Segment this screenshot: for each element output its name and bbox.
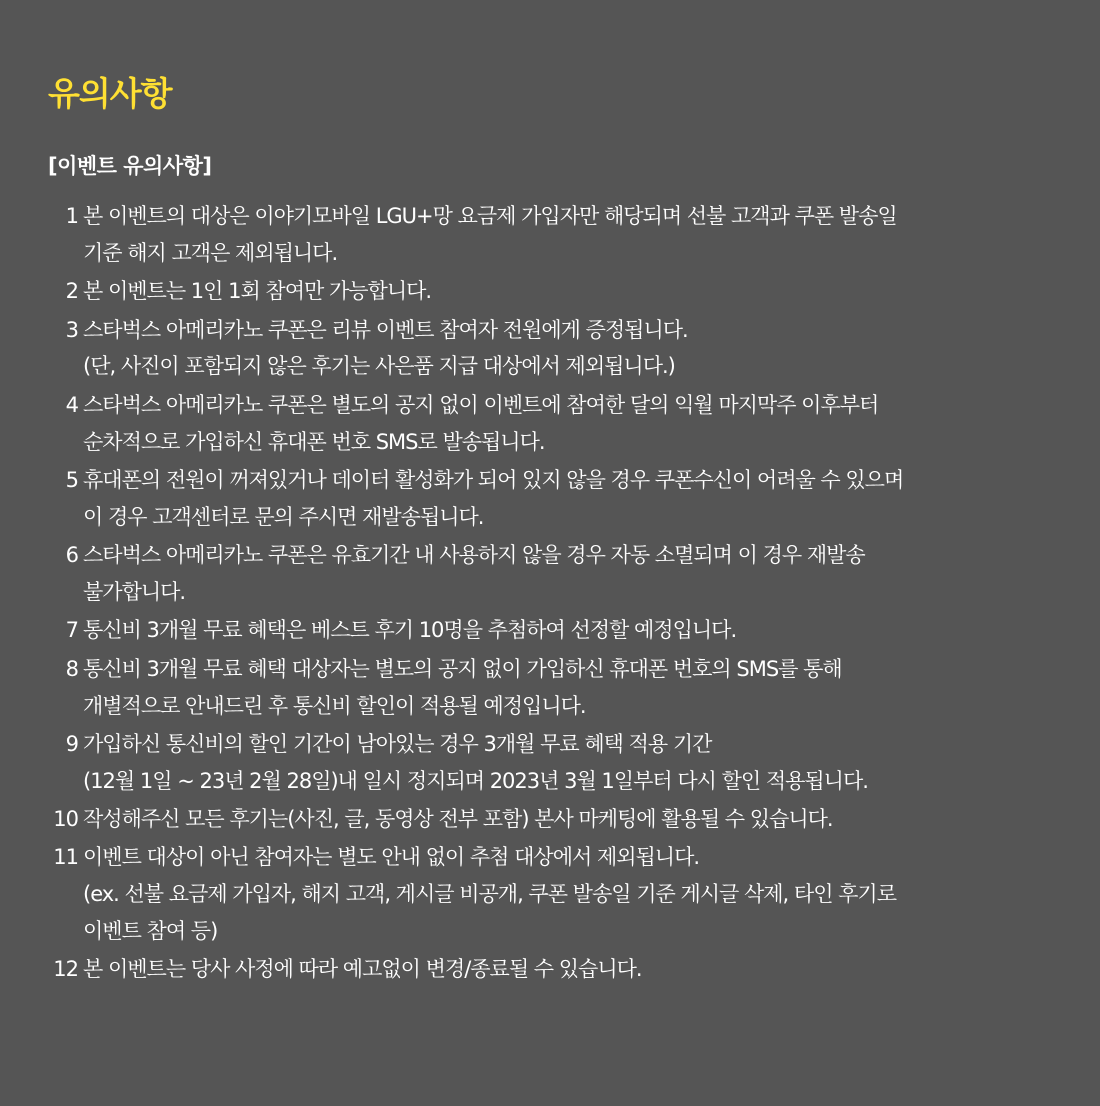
item-text: 이벤트 대상이 아닌 참여자는 별도 안내 없이 추첨 대상에서 제외됩니다. (ex. 선불 요금제 가입자, 해지 고객, 게시글 비공개, 쿠폰 발송일 기준 게시글 삭제, 타인 후기로 이벤트 참여 등) xyxy=(83,845,897,944)
list-item xyxy=(48,801,1060,838)
item-text: 스타벅스 아메리카노 쿠폰은 리뷰 이벤트 참여자 전원에게 증정됩니다. (단, 사진이 포함되지 않은 후기는 사은품 지급 대상에서 제외됩니다.) xyxy=(83,317,688,379)
list-item xyxy=(48,537,1060,611)
list-item xyxy=(48,312,1060,386)
item-text: 스타벅스 아메리카노 쿠폰은 별도의 공지 없이 이벤트에 참여한 달의 익월 마지막주 이후부터 순차적으로 가입하신 휴대폰 번호 SMS로 발송됩니다. xyxy=(83,392,879,454)
item-number: 1 xyxy=(65,204,78,228)
item-text: 통신비 3개월 무료 혜택은 베스트 후기 10명을 추첨하여 선정할 예정입니다. xyxy=(83,618,737,643)
item-text: 가입하신 통신비의 할인 기간이 남아있는 경우 3개월 무료 혜택 적용 기간 (12월 1일 ~ 23년 2월 28일)내 일시 정지되며 2023년 3월 1일부터 다시 할인 적용됩니다. xyxy=(83,731,868,793)
item-text: 본 이벤트는 1인 1회 참여만 가능합니다. xyxy=(83,279,432,304)
item-number: 5 xyxy=(65,467,78,492)
list-item xyxy=(48,951,1060,988)
item-number: 10 xyxy=(53,807,78,832)
item-number: 6 xyxy=(65,543,78,568)
item-text: 통신비 3개월 무료 혜택 대상자는 별도의 공지 없이 가입하신 휴대폰 번호의 SMS를 통해 개별적으로 안내드린 후 통신비 할인이 적용될 예정입니다. xyxy=(83,656,842,718)
item-number: 11 xyxy=(53,845,78,870)
item-text: 스타벅스 아메리카노 쿠폰은 유효기간 내 사용하지 않을 경우 자동 소멸되며 이 경우 재발송 불가합니다. xyxy=(83,543,865,604)
item-number: 9 xyxy=(65,731,78,756)
item-text: 휴대폰의 전원이 꺼져있거나 데이터 활성화가 되어 있지 않을 경우 쿠폰수신이 어려울 수 있으며 이 경우 고객센터로 문의 주시면 재발송됩니다. xyxy=(83,467,904,529)
item-text: 본 이벤트는 당사 사정에 따라 예고없이 변경/종료될 수 있습니다. xyxy=(83,957,642,982)
item-text: 본 이벤트의 대상은 이야기모바일 LGU+망 요금제 가입자만 해당되며 선불 고객과 쿠폰 발송일 기준 해지 고객은 제외됩니다. xyxy=(83,204,897,265)
item-text: 작성해주신 모든 후기는(사진, 글, 동영상 전부 포함) 본사 마케팅에 활용될 수 있습니다. xyxy=(83,807,833,832)
section-heading: [이벤트 유의사항] xyxy=(48,154,212,178)
item-number: 3 xyxy=(65,317,78,342)
page-title: 유의사항 xyxy=(48,74,172,113)
list-item xyxy=(48,273,1060,310)
item-number: 4 xyxy=(65,392,78,417)
item-number: 12 xyxy=(53,957,78,982)
list-item xyxy=(48,612,1060,649)
list-item xyxy=(48,387,1060,461)
list-item xyxy=(48,198,1060,272)
list-item xyxy=(48,726,1060,800)
list-item xyxy=(48,651,1060,725)
item-number: 8 xyxy=(65,656,78,681)
item-number: 7 xyxy=(65,618,78,643)
list-item xyxy=(48,462,1060,536)
list-item xyxy=(48,839,1060,949)
item-number: 2 xyxy=(65,279,78,304)
notice-list xyxy=(48,198,1060,988)
